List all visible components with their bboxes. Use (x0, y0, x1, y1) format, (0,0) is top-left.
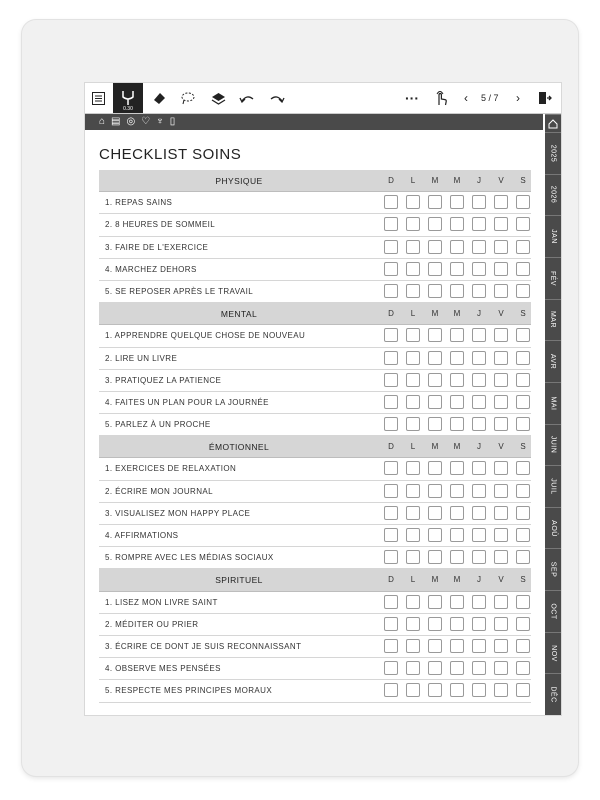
checkbox[interactable] (516, 217, 530, 231)
checklist-row (99, 458, 531, 480)
heart-icon[interactable]: ♡ (141, 116, 151, 127)
notes-icon[interactable]: ▤ (111, 116, 121, 127)
checkbox[interactable] (384, 661, 398, 675)
touch-icon[interactable] (429, 83, 453, 113)
section-title: ÉMOTIONNEL (208, 442, 270, 453)
checkbox[interactable] (516, 461, 530, 475)
day-label: D (388, 575, 394, 585)
checkbox[interactable] (406, 351, 420, 365)
checkbox[interactable] (494, 528, 508, 542)
table-of-contents-icon[interactable] (85, 83, 111, 113)
checkbox[interactable] (494, 217, 508, 231)
checkbox[interactable] (494, 639, 508, 653)
checkbox[interactable] (428, 484, 442, 498)
checklist-item-label: 2. 8 HEURES DE SOMMEIL (105, 220, 216, 230)
section-header (99, 436, 531, 458)
side-tabs (545, 114, 561, 715)
checkbox[interactable] (406, 484, 420, 498)
day-label: M (431, 442, 439, 452)
side-tab-aoû[interactable] (545, 507, 561, 549)
checkbox[interactable] (428, 683, 442, 697)
checkbox[interactable] (428, 284, 442, 298)
checklist-row (99, 658, 531, 680)
checkbox[interactable] (494, 373, 508, 387)
checkbox[interactable] (516, 240, 530, 254)
checkbox[interactable] (384, 528, 398, 542)
checkbox[interactable] (406, 461, 420, 475)
checklist-item-label: 5. RESPECTE MES PRINCIPES MORAUX (105, 686, 273, 696)
day-label: D (388, 442, 394, 452)
toolbar (85, 83, 561, 114)
day-label: V (498, 176, 504, 185)
checkbox[interactable] (516, 373, 530, 387)
side-tab-label: JUIL (549, 478, 557, 495)
checklist-row (99, 370, 531, 392)
checkbox[interactable] (472, 351, 486, 365)
checkbox[interactable] (472, 373, 486, 387)
checklist-row (99, 636, 531, 658)
side-tab-fév[interactable] (545, 257, 561, 299)
tablet-device (22, 20, 578, 776)
checkbox[interactable] (428, 328, 442, 342)
checklist-row (99, 547, 531, 569)
checkbox[interactable] (516, 617, 530, 631)
checkbox[interactable] (428, 373, 442, 387)
section-header (99, 303, 531, 325)
prev-page-icon[interactable]: ‹ (464, 91, 468, 105)
checkbox[interactable] (406, 284, 420, 298)
side-tab-oct[interactable] (545, 590, 561, 632)
side-tab-label: JAN (549, 229, 557, 244)
day-label: S (520, 442, 526, 452)
checkbox[interactable] (472, 217, 486, 231)
side-tab-avr[interactable] (545, 340, 561, 382)
checkbox[interactable] (494, 683, 508, 697)
checklist-item-label: 4. FAITES UN PLAN POUR LA JOURNÉE (105, 397, 269, 407)
side-tab-sep[interactable] (545, 548, 561, 590)
checkbox[interactable] (494, 461, 508, 475)
checkbox[interactable] (494, 617, 508, 631)
checklist-item-label: 1. EXERCICES DE RELAXATION (105, 464, 237, 474)
checkbox[interactable] (428, 528, 442, 542)
checkbox[interactable] (384, 195, 398, 209)
checkbox[interactable] (516, 595, 530, 609)
side-tab-juil[interactable] (545, 465, 561, 507)
checklist-row (99, 614, 531, 636)
checkbox[interactable] (450, 528, 464, 542)
checkbox[interactable] (406, 240, 420, 254)
checkbox[interactable] (450, 351, 464, 365)
checkbox[interactable] (516, 506, 530, 520)
checklist-item-label: 2. MÉDITER OU PRIER (105, 619, 199, 629)
day-label: L (410, 309, 416, 319)
checkbox[interactable] (450, 328, 464, 342)
checkbox[interactable] (428, 195, 442, 209)
checkbox[interactable] (406, 617, 420, 631)
checklist-item-label: 3. ÉCRIRE CE DONT JE SUIS RECONNAISSANT (105, 641, 302, 651)
checkbox[interactable] (406, 550, 420, 564)
checkbox[interactable] (472, 262, 486, 276)
checkbox[interactable] (450, 639, 464, 653)
exit-icon[interactable] (533, 83, 557, 113)
checkbox[interactable] (384, 461, 398, 475)
redo-icon[interactable] (265, 83, 289, 113)
checkbox[interactable] (384, 617, 398, 631)
checkbox[interactable] (516, 262, 530, 276)
checkbox[interactable] (450, 617, 464, 631)
checklist-row (99, 680, 531, 702)
checkbox[interactable] (384, 351, 398, 365)
checklist-item-label: 3. FAIRE DE L'EXERCICE (105, 242, 209, 252)
checkbox[interactable] (450, 506, 464, 520)
checklist-item-label: 2. ÉCRIRE MON JOURNAL (105, 486, 213, 496)
checklist-row (99, 348, 531, 370)
checkbox[interactable] (406, 506, 420, 520)
checkbox[interactable] (384, 262, 398, 276)
checklist-row (99, 392, 531, 414)
checkbox[interactable] (494, 550, 508, 564)
checkbox[interactable] (472, 506, 486, 520)
side-tab-2026[interactable] (545, 174, 561, 216)
lasso-icon[interactable] (175, 83, 201, 113)
checkbox[interactable] (384, 506, 398, 520)
checkbox[interactable] (428, 395, 442, 409)
checkbox[interactable] (494, 351, 508, 365)
checklist-item-label: 3. PRATIQUEZ LA PATIENCE (105, 375, 222, 385)
checkbox[interactable] (428, 262, 442, 276)
checklist-row (99, 192, 531, 214)
eraser-icon[interactable] (147, 83, 171, 113)
checkbox[interactable] (428, 217, 442, 231)
checkbox[interactable] (494, 195, 508, 209)
day-label: V (498, 575, 504, 585)
checkbox[interactable] (428, 639, 442, 653)
section-title: SPIRITUEL (215, 575, 263, 586)
checkbox[interactable] (516, 639, 530, 653)
checkbox[interactable] (516, 683, 530, 697)
checkbox[interactable] (428, 240, 442, 254)
checklist-item-label: 2. LIRE UN LIVRE (105, 353, 178, 363)
pen-icon[interactable] (113, 83, 143, 113)
cocktail-icon[interactable]: ♆ (156, 116, 164, 127)
checkbox[interactable] (516, 328, 530, 342)
checkbox[interactable] (450, 461, 464, 475)
section-title: MENTAL (220, 309, 258, 320)
checklist-row (99, 259, 531, 281)
home-tab-icon[interactable] (545, 114, 561, 132)
checklist-row (99, 237, 531, 259)
side-tab-label: AOÛ (549, 519, 557, 537)
checkbox[interactable] (428, 550, 442, 564)
checkbox[interactable] (472, 617, 486, 631)
day-label: S (520, 176, 526, 185)
day-label: M (453, 575, 461, 585)
side-tab-nov[interactable] (545, 632, 561, 674)
checklist-row (99, 481, 531, 503)
checkbox[interactable] (450, 284, 464, 298)
checkbox[interactable] (516, 528, 530, 542)
checkbox[interactable] (472, 195, 486, 209)
day-label: V (498, 309, 504, 319)
day-label: M (431, 176, 439, 185)
day-label: M (431, 309, 439, 319)
checklist-item-label: 4. OBSERVE MES PENSÉES (105, 664, 221, 674)
checkbox[interactable] (406, 683, 420, 697)
checkbox[interactable] (384, 484, 398, 498)
day-label: L (410, 442, 416, 452)
side-tab-label: FÉV (549, 270, 557, 286)
checkbox[interactable] (428, 461, 442, 475)
side-tab-déc[interactable] (545, 673, 561, 715)
undo-icon[interactable] (235, 83, 259, 113)
day-label: S (520, 575, 526, 585)
side-tab-label: NOV (549, 644, 557, 662)
side-tab-label: AVR (549, 353, 557, 370)
checkbox[interactable] (472, 328, 486, 342)
checkbox[interactable] (406, 528, 420, 542)
checkbox[interactable] (516, 284, 530, 298)
checkbox[interactable] (384, 639, 398, 653)
checklist-row (99, 592, 531, 614)
page-indicator: 5 / 7 (481, 93, 499, 103)
checklist-item-label: 1. APPRENDRE QUELQUE CHOSE DE NOUVEAU (105, 331, 306, 341)
side-tab-jan[interactable] (545, 215, 561, 257)
checkbox[interactable] (428, 351, 442, 365)
screen (84, 82, 562, 716)
checkbox[interactable] (472, 550, 486, 564)
navigation-bar (85, 114, 543, 130)
checkbox[interactable] (450, 395, 464, 409)
side-tab-2025[interactable] (545, 132, 561, 174)
checkbox[interactable] (494, 506, 508, 520)
checkbox[interactable] (384, 240, 398, 254)
checklist-item-label: 5. PARLEZ À UN PROCHE (105, 420, 211, 430)
checkbox[interactable] (472, 595, 486, 609)
side-tab-label: OCT (549, 603, 557, 620)
checkbox[interactable] (450, 195, 464, 209)
day-label: D (388, 309, 394, 319)
page-icon[interactable]: ▯ (169, 116, 176, 127)
day-label: S (520, 309, 526, 319)
checkbox[interactable] (516, 417, 530, 431)
checkbox[interactable] (472, 528, 486, 542)
checklist-item-label: 4. AFFIRMATIONS (105, 531, 179, 540)
goals-icon[interactable]: ◎ (126, 116, 136, 127)
day-label: V (498, 442, 504, 452)
checklist-item-label: 5. SE REPOSER APRÈS LE TRAVAIL (105, 286, 254, 296)
checkbox[interactable] (384, 550, 398, 564)
checklist-item-label: 3. VISUALISEZ MON HAPPY PLACE (105, 508, 251, 518)
side-tab-label: MAI (549, 396, 557, 411)
checkbox[interactable] (450, 550, 464, 564)
checklist-row (99, 414, 531, 436)
checkbox[interactable] (428, 661, 442, 675)
side-tab-mar[interactable] (545, 299, 561, 341)
checkbox[interactable] (450, 240, 464, 254)
checkbox[interactable] (384, 217, 398, 231)
checkbox[interactable] (516, 661, 530, 675)
checklist-item-label: 1. LISEZ MON LIVRE SAINT (105, 597, 218, 607)
checkbox[interactable] (384, 328, 398, 342)
checkbox[interactable] (450, 262, 464, 276)
checkbox[interactable] (472, 284, 486, 298)
checkbox[interactable] (428, 595, 442, 609)
checkbox[interactable] (406, 195, 420, 209)
checkbox[interactable] (472, 461, 486, 475)
checkbox[interactable] (494, 240, 508, 254)
day-label: M (431, 575, 439, 585)
section-header (99, 569, 531, 591)
checkbox[interactable] (450, 417, 464, 431)
checkbox[interactable] (428, 617, 442, 631)
checkbox[interactable] (472, 683, 486, 697)
checkbox[interactable] (450, 373, 464, 387)
checkbox[interactable] (428, 417, 442, 431)
day-label: J (477, 176, 481, 185)
day-label: L (410, 176, 416, 185)
checkbox[interactable] (384, 373, 398, 387)
more-icon[interactable]: ··· (405, 90, 419, 106)
day-label: M (453, 442, 461, 452)
checkbox[interactable] (406, 217, 420, 231)
side-tab-label: JUIN (549, 436, 557, 454)
next-page-icon[interactable]: › (516, 91, 520, 105)
checkbox[interactable] (472, 417, 486, 431)
checkbox[interactable] (494, 484, 508, 498)
checklist-row (99, 281, 531, 303)
side-tab-label: SEP (549, 561, 557, 578)
checkbox[interactable] (406, 328, 420, 342)
checklist-row (99, 325, 531, 347)
checkbox[interactable] (472, 240, 486, 254)
checkbox[interactable] (516, 351, 530, 365)
checkbox[interactable] (494, 595, 508, 609)
checkbox[interactable] (384, 417, 398, 431)
checkbox[interactable] (516, 484, 530, 498)
checklist-row (99, 214, 531, 236)
day-label: M (453, 309, 461, 319)
checkbox[interactable] (472, 484, 486, 498)
checkbox[interactable] (494, 395, 508, 409)
checkbox[interactable] (450, 595, 464, 609)
pen-size-label: 0.30 (123, 106, 133, 112)
home-icon[interactable]: ⌂ (99, 116, 106, 127)
checkbox[interactable] (494, 262, 508, 276)
checkbox[interactable] (450, 683, 464, 697)
checklist-row (99, 503, 531, 525)
checkbox[interactable] (406, 639, 420, 653)
day-label: M (453, 176, 461, 185)
checkbox[interactable] (516, 395, 530, 409)
side-tab-label: MAR (549, 311, 557, 329)
checkbox[interactable] (516, 550, 530, 564)
checkbox[interactable] (384, 595, 398, 609)
day-label: L (410, 575, 416, 585)
checkbox[interactable] (406, 262, 420, 276)
checkbox[interactable] (472, 395, 486, 409)
side-tab-label: 2026 (549, 186, 557, 204)
checklist-item-label: 1. REPAS SAINS (105, 198, 173, 208)
checkbox[interactable] (494, 661, 508, 675)
layers-icon[interactable] (205, 83, 231, 113)
checklist-item-label: 5. ROMPRE AVEC LES MÉDIAS SOCIAUX (105, 553, 274, 563)
checkbox[interactable] (406, 661, 420, 675)
checkbox[interactable] (406, 395, 420, 409)
checkbox[interactable] (384, 395, 398, 409)
side-tab-label: 2025 (549, 144, 557, 163)
checkbox[interactable] (450, 484, 464, 498)
checkbox[interactable] (516, 195, 530, 209)
checkbox[interactable] (494, 328, 508, 342)
checklist-row (99, 525, 531, 547)
day-label: J (477, 575, 481, 585)
section-header (99, 170, 531, 192)
day-label: J (477, 309, 481, 319)
checkbox[interactable] (406, 595, 420, 609)
page-title: CHECKLIST SOINS (99, 146, 242, 163)
checkbox[interactable] (472, 661, 486, 675)
checkbox[interactable] (406, 417, 420, 431)
section-title: PHYSIQUE (215, 176, 263, 186)
checkbox[interactable] (384, 284, 398, 298)
checkbox[interactable] (494, 417, 508, 431)
checkbox[interactable] (494, 284, 508, 298)
side-tab-label: DÉC (549, 686, 557, 703)
side-tab-juin[interactable] (545, 424, 561, 466)
side-tab-mai[interactable] (545, 382, 561, 424)
checkbox[interactable] (450, 661, 464, 675)
checkbox[interactable] (428, 506, 442, 520)
checklist-item-label: 4. MARCHEZ DEHORS (105, 264, 197, 274)
checklist (99, 170, 531, 703)
checkbox[interactable] (384, 683, 398, 697)
checkbox[interactable] (406, 373, 420, 387)
day-label: D (388, 176, 394, 185)
checkbox[interactable] (472, 639, 486, 653)
checkbox[interactable] (450, 217, 464, 231)
day-label: J (477, 442, 481, 452)
